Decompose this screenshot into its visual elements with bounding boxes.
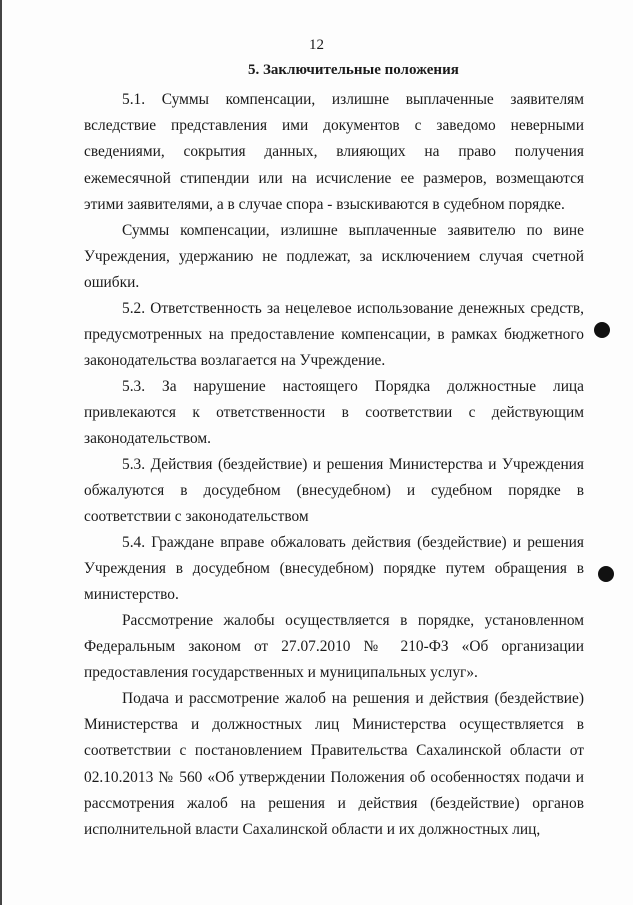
paragraph-complaint-review: Рассмотрение жалобы осуществляется в порядке, установленном Федеральным законом от 27.07.2010 № 210-ФЗ «Об организации предоставления государственных и муниципальных услуг».: [84, 612, 584, 682]
punch-hole-top: [594, 322, 610, 338]
paragraph-overpayment: Суммы компенсации, излишне выплаченные заявителю по вине Учреждения, удержанию не подлежат, за исключением случая счетной ошибки.: [84, 222, 584, 292]
paragraph-5-4: 5.4. Граждане вправе обжаловать действия (бездействие) и решения Учреждения в досудебном (внесудебном) порядке путем обращения в министерство.: [84, 534, 584, 604]
paragraph-5-1: 5.1. Суммы компенсации, излишне выплаченные заявителям вследствие представления ими документов с заведомо неверными сведениями, сокрытия данных, влияющих на право получения ежемесячной стипендии или на исчисление ее размеров, возмещаются этими заявителями, а в случае спора - взыскиваются в судебном порядке.: [84, 91, 584, 213]
punch-hole-bottom: [598, 566, 614, 582]
page-number: 12: [309, 37, 324, 53]
paragraph-5-3-liability: 5.3. За нарушение настоящего Порядка должностные лица привлекаются к ответственности в соответствии с действующим законодательством.: [84, 378, 584, 448]
paragraph-5-2: 5.2. Ответственность за нецелевое использование денежных средств, предусмотренных на предоставление компенсации, в рамках бюджетного законодательства возлагается на Учреждение.: [84, 300, 584, 370]
section-heading: 5. Заключительные положения: [248, 62, 459, 78]
scan-edge: [0, 0, 2, 905]
paragraph-5-3-appeal: 5.3. Действия (бездействие) и решения Министерства и Учреждения обжалуются в досудебном (внесудебном) и судебном порядке в соответствии с законодательством: [84, 456, 584, 526]
paragraph-complaint-procedure: Подача и рассмотрение жалоб на решения и действия (бездействие) Министерства и должностных лиц Министерства осуществляется в соответствии с постановлением Правительства Сахалинской области от 02.10.2013 № 560 «Об утверждении Положения об особенностях подачи и рассмотрения жалоб на решения и действия (бездействие) органов исполнительной власти Сахалинской области и их должностных лиц,: [84, 690, 584, 839]
